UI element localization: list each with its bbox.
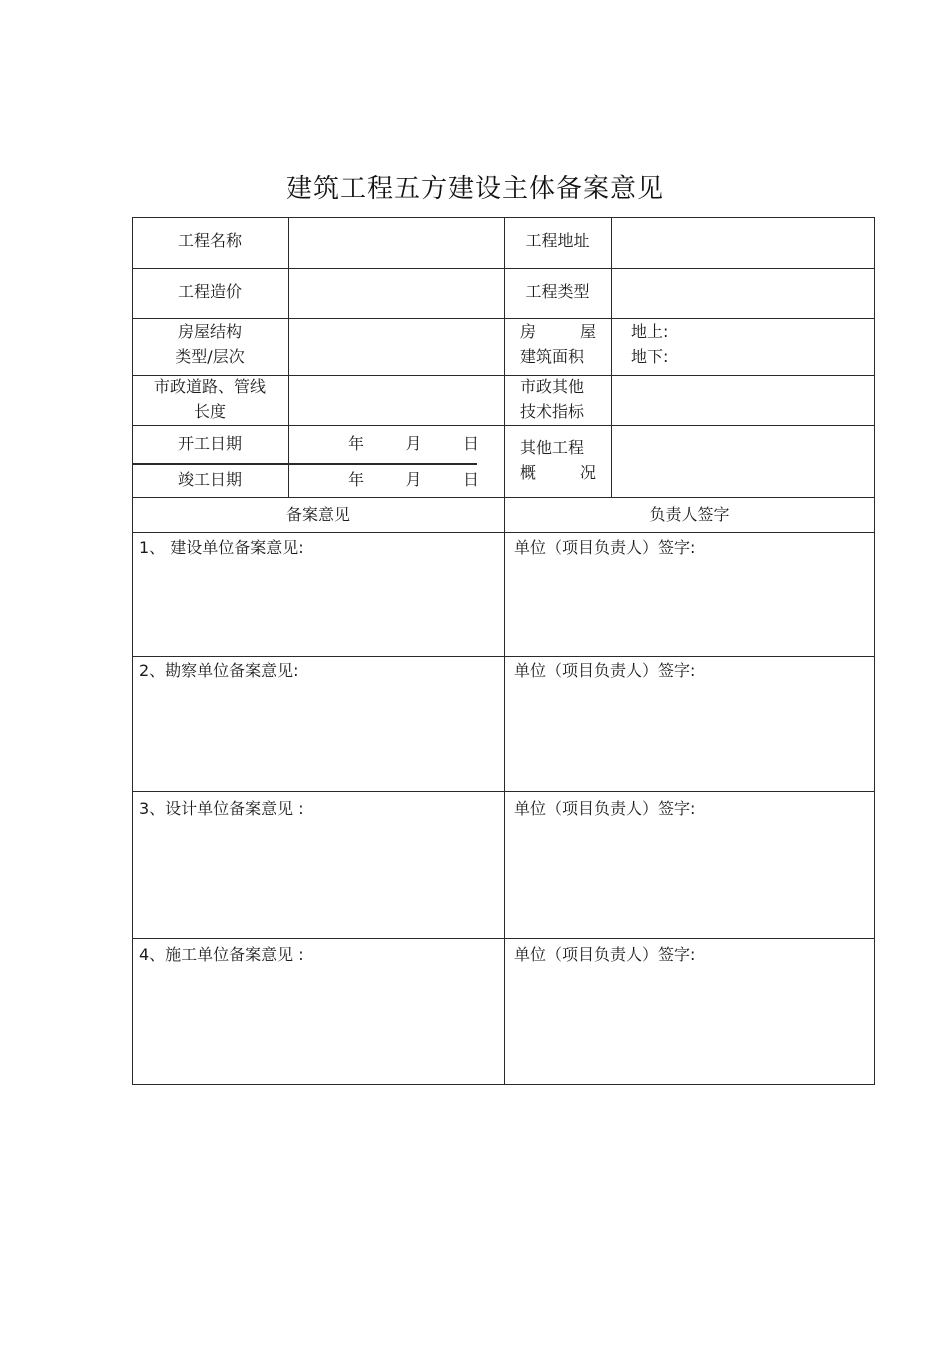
start-day-label: 日 <box>462 434 479 453</box>
municipal-indicator-label <box>520 374 584 424</box>
project-address-label: 工程地址 <box>525 231 590 250</box>
column-divider <box>504 217 505 1085</box>
border-right <box>874 217 875 1085</box>
road-length-label <box>132 374 288 424</box>
area-label-char-b: 屋 <box>579 322 596 341</box>
municipal-label-line2: 技术指标 <box>520 402 585 421</box>
municipal-label-line1: 市政其他 <box>520 377 585 396</box>
completion-date-field <box>348 467 479 492</box>
other-label-line1: 其他工程 <box>520 438 585 457</box>
above-ground-label: 地上: <box>631 322 669 341</box>
road-label-line1: 市政道路、管线 <box>153 377 266 396</box>
other-label-char-b: 况 <box>579 463 596 482</box>
column-divider <box>288 217 289 497</box>
column-divider <box>611 217 612 497</box>
building-area-label <box>520 319 596 369</box>
project-cost-label: 工程造价 <box>177 282 242 301</box>
signature-label: 单位（项目负责人）签字: <box>514 799 696 818</box>
start-month-label: 月 <box>405 434 422 453</box>
opinion-label: 4、施工单位备案意见 : <box>139 945 304 964</box>
signature-label: 单位（项目负责人）签字: <box>514 945 696 964</box>
date-divider <box>132 463 477 465</box>
opinion-label: 1、 建设单位备案意见: <box>139 538 304 557</box>
completion-month-label: 月 <box>405 470 422 489</box>
page-title: 建筑工程五方建设主体备案意见 <box>285 174 664 204</box>
opinion-header: 备案意见 <box>285 505 350 524</box>
structure-label-line1: 房屋结构 <box>177 322 242 341</box>
structure-label <box>132 319 288 369</box>
opinion-label: 2、勘察单位备案意见: <box>139 661 299 680</box>
project-name-label: 工程名称 <box>177 231 242 250</box>
start-date-field <box>348 431 479 456</box>
signature-label: 单位（项目负责人）签字: <box>514 538 696 557</box>
completion-day-label: 日 <box>462 470 479 489</box>
completion-date-label: 竣工日期 <box>177 470 242 489</box>
below-ground-label: 地下: <box>631 347 669 366</box>
signature-label: 单位（项目负责人）签字: <box>514 661 696 680</box>
area-label-line2: 建筑面积 <box>520 347 585 366</box>
other-label-char-a: 概 <box>520 463 537 482</box>
start-date-label: 开工日期 <box>177 434 242 453</box>
area-label-char-a: 房 <box>520 322 537 341</box>
record-form <box>132 217 875 1085</box>
signature-header: 负责人签字 <box>649 505 730 524</box>
other-project-label <box>520 435 596 485</box>
area-values <box>631 319 668 369</box>
completion-year-label: 年 <box>348 470 365 489</box>
project-type-label: 工程类型 <box>525 282 590 301</box>
opinion-label: 3、设计单位备案意见 : <box>139 799 304 818</box>
road-label-line2: 长度 <box>193 402 226 421</box>
start-year-label: 年 <box>348 434 365 453</box>
structure-label-line2: 类型/层次 <box>175 347 245 366</box>
